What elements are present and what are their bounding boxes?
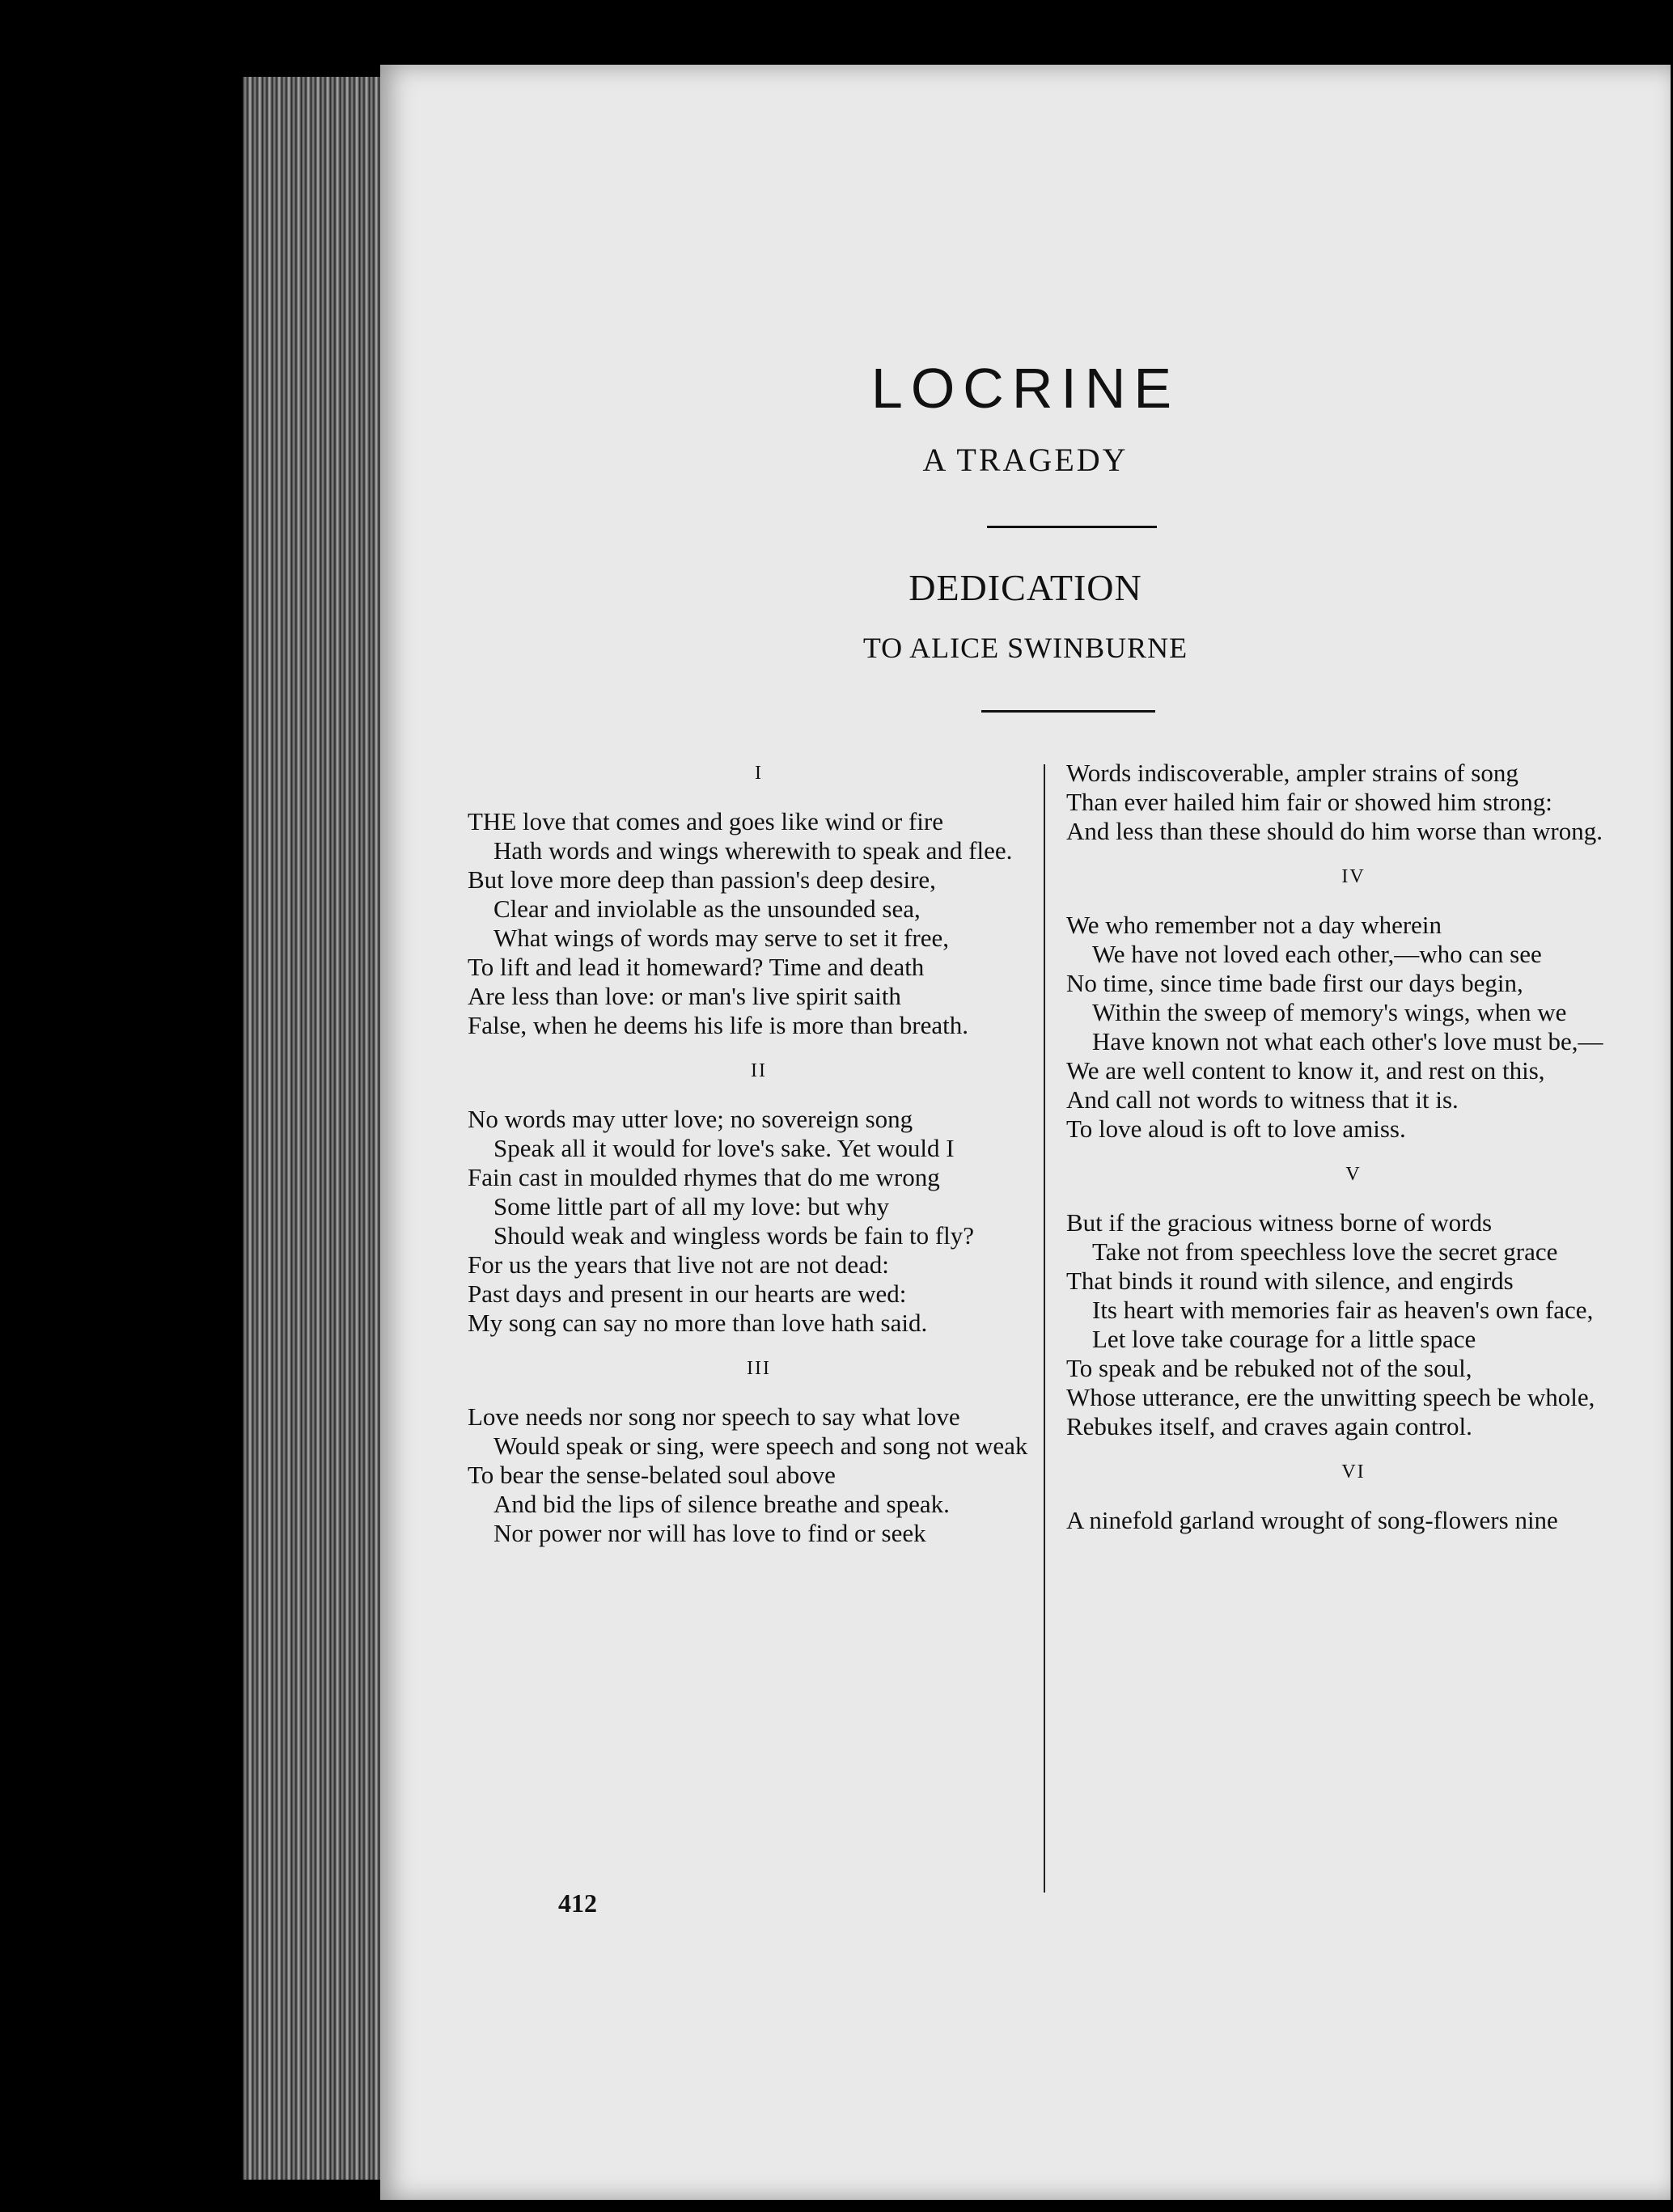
verse-line: No words may utter love; no sovereign song [468, 1105, 913, 1133]
verse-line: Rebukes itself, and craves again control. [1066, 1412, 1472, 1440]
verse-line: But love more deep than passion's deep desire, [468, 865, 936, 894]
stanza-5 [1066, 1160, 1641, 1441]
verse-line: Whose utterance, ere the unwitting speech be whole, [1066, 1383, 1595, 1411]
title-rule [987, 526, 1157, 528]
verse-line: But if the gracious witness borne of words [1066, 1208, 1493, 1237]
verse-line: False, when he deems his life is more than breath. [468, 1011, 968, 1039]
stanza-number: VI [1341, 1461, 1366, 1482]
verse-line: To speak and be rebuked not of the soul, [1066, 1354, 1472, 1382]
verse-line: To lift and lead it homeward? Time and death [468, 953, 925, 981]
stanza-number: III [747, 1358, 771, 1379]
stanza-6 [1066, 1457, 1641, 1535]
verse-line: Clear and inviolable as the unsounded sea, [493, 895, 921, 923]
stanza-3 [468, 1354, 1050, 1548]
verse-line: Let love take courage for a little space [1092, 1325, 1476, 1353]
verse-line: And call not words to witness that it is. [1066, 1085, 1459, 1114]
verse-line: We are well content to know it, and rest on this, [1066, 1056, 1545, 1085]
verse-line: Should weak and wingless words be fain to fly? [493, 1221, 975, 1250]
verse-line: THE love that comes and goes like wind or fire [468, 807, 943, 835]
verse-line: Love needs nor song nor speech to say what love [468, 1402, 960, 1431]
dedication-rule [981, 710, 1155, 713]
verse-line: And less than these should do him worse than wrong. [1066, 817, 1603, 845]
verse-line: A ninefold garland wrought of song-flowers nine [1066, 1506, 1558, 1534]
stanza-number: IV [1341, 866, 1366, 887]
page-subtitle: A TRAGEDY [922, 442, 1129, 478]
book-page-edges [243, 77, 388, 2180]
verse-line: Fain cast in moulded rhymes that do me wrong [468, 1163, 940, 1191]
verse-line: We have not loved each other,—who can see [1092, 940, 1542, 968]
dedication-recipient: TO ALICE SWINBURNE [862, 632, 1188, 664]
verse-line: To bear the sense-belated soul above [468, 1461, 836, 1489]
verse-line: Its heart with memories fair as heaven's own face, [1092, 1296, 1594, 1324]
stanza-number: V [1345, 1164, 1362, 1185]
verse-line: For us the years that live not are not dead: [468, 1250, 889, 1279]
stanza-3-continued [1066, 759, 1641, 846]
verse-line: Past days and present in our hearts are wed: [468, 1279, 907, 1308]
verse-line: Have known not what each other's love must be,— [1092, 1027, 1603, 1055]
verse-line: We who remember not a day wherein [1066, 911, 1442, 939]
verse-line: That binds it round with silence, and engirds [1066, 1267, 1514, 1295]
verse-line: Than ever hailed him fair or showed him strong: [1066, 788, 1552, 816]
stanza-4 [1066, 862, 1641, 1144]
verse-line: Words indiscoverable, ampler strains of song [1066, 759, 1518, 787]
right-column [1066, 759, 1641, 1551]
verse-line: My song can say no more than love hath said. [468, 1309, 928, 1337]
verse-line: And bid the lips of silence breathe and speak. [493, 1490, 950, 1518]
stanza-number: II [751, 1060, 767, 1081]
verse-line: Some little part of all my love: but why [493, 1192, 890, 1220]
verse-line: No time, since time bade first our days begin, [1066, 969, 1523, 997]
page-title: LOCRINE [870, 357, 1180, 420]
verse-line: To love aloud is oft to love amiss. [1066, 1114, 1406, 1143]
verse-line: Are less than love: or man's live spirit saith [468, 982, 901, 1010]
page-number: 412 [558, 1888, 597, 1918]
stanza-1 [468, 759, 1050, 1040]
verse-line: Speak all it would for love's sake. Yet would I [493, 1134, 955, 1162]
stanza-number: I [755, 763, 763, 784]
verse-line: Would speak or sing, were speech and song not weak [493, 1432, 1028, 1460]
verse-line: Hath words and wings wherewith to speak and flee. [493, 836, 1013, 865]
verse-line: What wings of words may serve to set it free, [493, 924, 950, 952]
dedication-heading: DEDICATION [909, 567, 1142, 608]
stanza-2 [468, 1056, 1050, 1338]
verse-line: Take not from speechless love the secret grace [1092, 1237, 1558, 1266]
left-column [468, 759, 1050, 1564]
verse-line: Within the sweep of memory's wings, when we [1092, 998, 1567, 1026]
verse-line: Nor power nor will has love to find or seek [493, 1519, 926, 1547]
